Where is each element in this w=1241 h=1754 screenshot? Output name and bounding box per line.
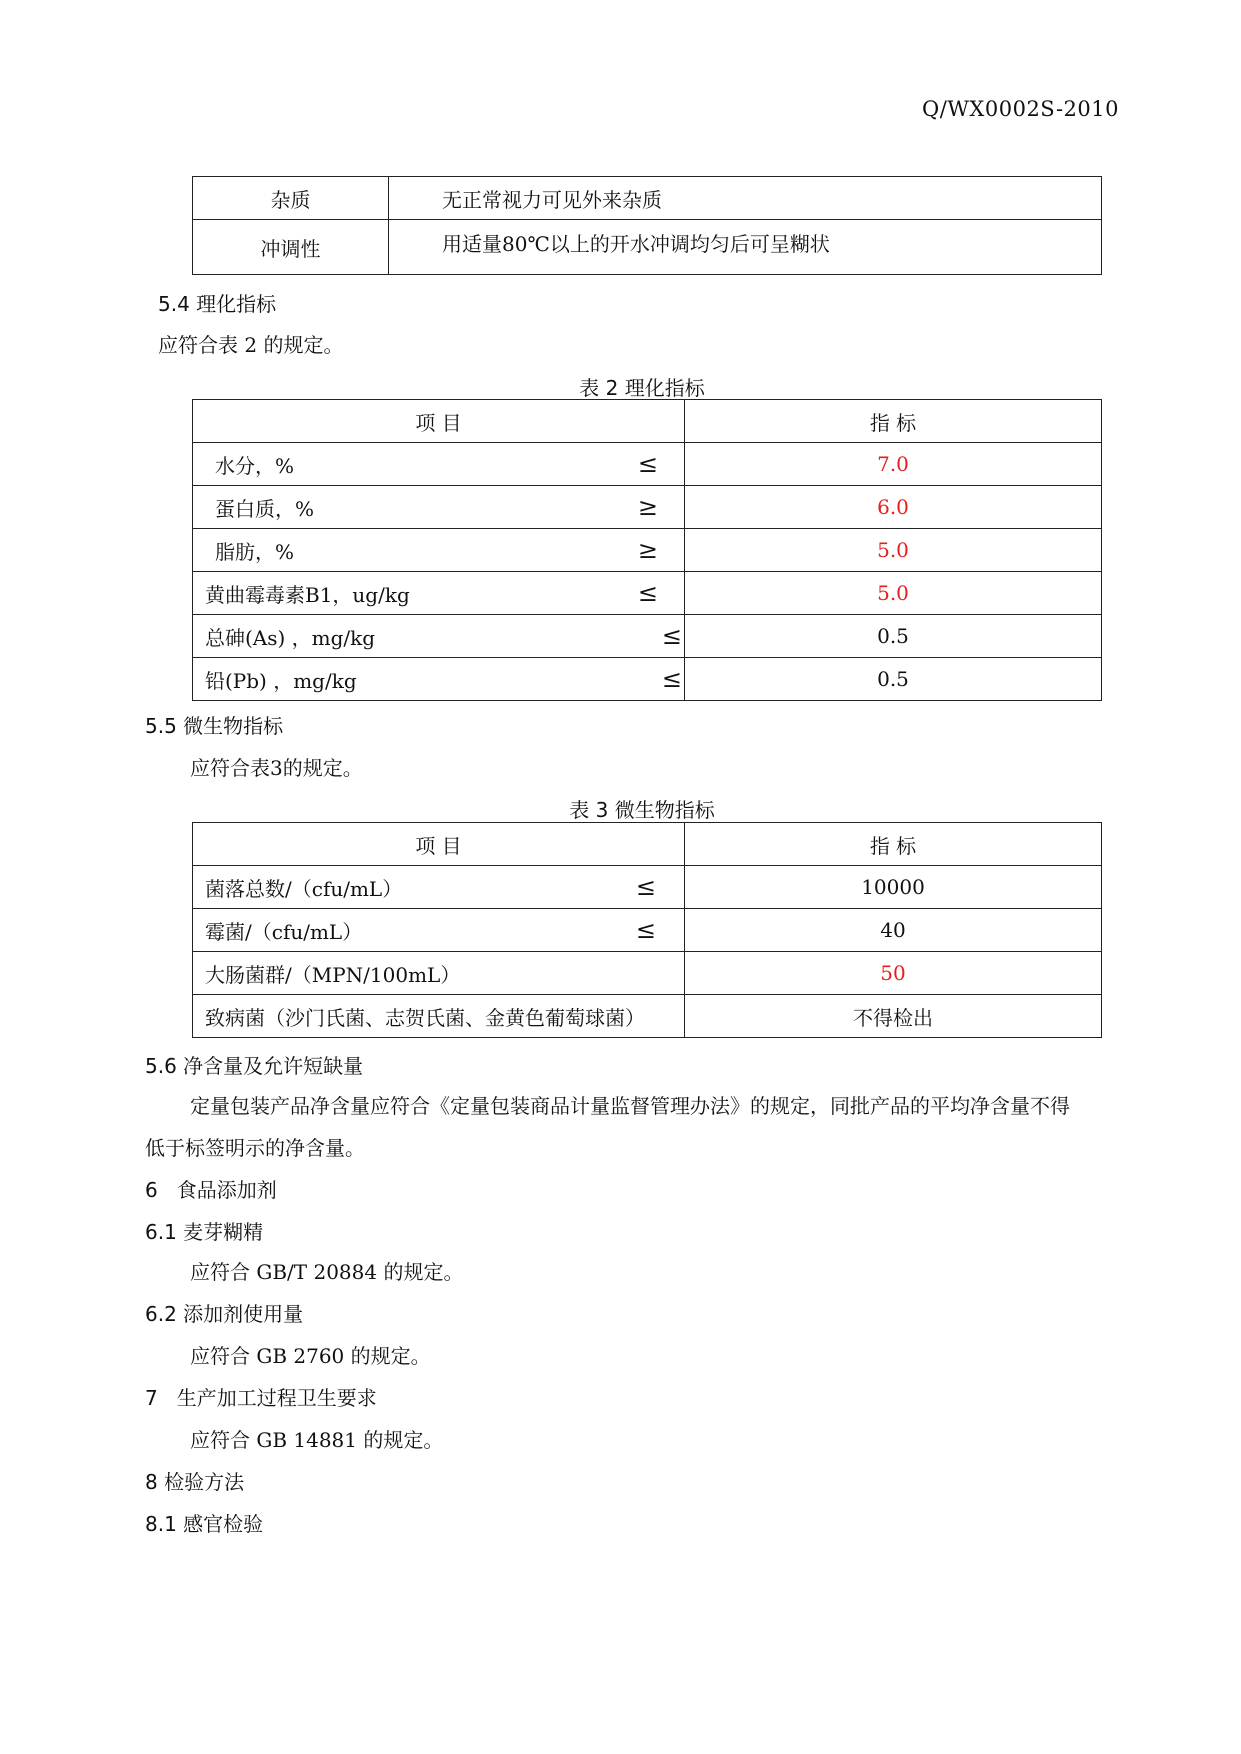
table-header-row — [193, 400, 1102, 443]
comparison-symbol: ≥ — [637, 536, 658, 564]
row-item: 铅(Pb) ，mg/kg — [205, 668, 357, 693]
row-value: 50 — [685, 952, 1102, 995]
table-row — [193, 995, 1102, 1038]
section-heading-6-2: 6.2 添加剂使用量 — [145, 1302, 304, 1326]
column-header-indicator: 指 标 — [685, 400, 1102, 443]
section-text-5-6-line2: 低于标签明示的净含量。 — [145, 1136, 365, 1160]
row-value: 0.5 — [685, 615, 1102, 658]
row-item: 大肠菌群/（MPN/100mL） — [205, 962, 461, 987]
comparison-symbol: ≤ — [661, 665, 682, 693]
column-header-indicator: 指 标 — [685, 823, 1102, 866]
table-header-row — [193, 823, 1102, 866]
section-heading-5-6: 5.6 净含量及允许短缺量 — [145, 1054, 364, 1078]
row-item: 水分，% — [215, 453, 295, 478]
table2-caption: 表 2 理化指标 — [579, 376, 705, 400]
table-row — [193, 529, 1102, 572]
row-item: 致病菌（沙门氏菌、志贺氏菌、金黄色葡萄球菌） — [205, 1005, 645, 1030]
section-heading-8-1: 8.1 感官检验 — [145, 1512, 264, 1536]
section-heading-7: 7 生产加工过程卫生要求 — [145, 1386, 377, 1410]
row-value: 40 — [685, 909, 1102, 952]
table-cell-item: 冲调性 — [193, 220, 389, 275]
row-value: 5.0 — [685, 572, 1102, 615]
comparison-symbol: ≤ — [661, 622, 682, 650]
microbiological-table — [192, 822, 1102, 1038]
section-text-5-6-line1: 定量包装产品净含量应符合《定量包装商品计量监督管理办法》的规定，同批产品的平均净含量不得 — [190, 1094, 1070, 1118]
row-value: 0.5 — [685, 658, 1102, 701]
physicochemical-table — [192, 399, 1102, 701]
comparison-symbol: ≤ — [637, 450, 658, 478]
comparison-symbol: ≥ — [637, 493, 658, 521]
table-row — [193, 615, 1102, 658]
section-heading-8: 8 检验方法 — [145, 1470, 245, 1494]
row-value: 6.0 — [685, 486, 1102, 529]
row-item: 脂肪，% — [215, 539, 295, 564]
row-value: 不得检出 — [685, 995, 1102, 1038]
table-row — [193, 866, 1102, 909]
row-value: 10000 — [685, 866, 1102, 909]
table-cell-value: 用适量80℃以上的开水冲调均匀后可呈糊状 — [389, 220, 1102, 275]
row-value: 5.0 — [685, 529, 1102, 572]
sensory-table — [192, 176, 1102, 275]
section-text-5-5: 应符合表3的规定。 — [190, 756, 363, 780]
comparison-symbol: ≤ — [637, 579, 658, 607]
row-item: 黄曲霉毒素B1，ug/kg — [205, 582, 410, 607]
table-row — [193, 658, 1102, 701]
section-heading-6: 6 食品添加剂 — [145, 1178, 277, 1202]
table-row — [193, 486, 1102, 529]
row-item: 菌落总数/（cfu/mL） — [205, 876, 403, 901]
section-text-6-1: 应符合 GB/T 20884 的规定。 — [190, 1260, 464, 1284]
section-heading-5-5: 5.5 微生物指标 — [145, 714, 284, 738]
row-item: 蛋白质，% — [215, 496, 315, 521]
table-row — [193, 220, 1102, 275]
table-cell-value: 无正常视力可见外来杂质 — [389, 177, 1102, 220]
table-row — [193, 443, 1102, 486]
table-row — [193, 572, 1102, 615]
section-heading-5-4: 5.4 理化指标 — [158, 292, 277, 316]
row-item: 总砷(As) ，mg/kg — [205, 625, 376, 650]
section-text-6-2: 应符合 GB 2760 的规定。 — [190, 1344, 431, 1368]
table-row — [193, 952, 1102, 995]
table-row — [193, 909, 1102, 952]
table-row — [193, 177, 1102, 220]
comparison-symbol: ≤ — [635, 916, 656, 944]
comparison-symbol: ≤ — [635, 873, 656, 901]
section-heading-6-1: 6.1 麦芽糊精 — [145, 1220, 264, 1244]
row-value: 7.0 — [685, 443, 1102, 486]
section-text-7: 应符合 GB 14881 的规定。 — [190, 1428, 444, 1452]
document-code: Q/WX0002S-2010 — [922, 97, 1119, 121]
section-text-5-4: 应符合表 2 的规定。 — [158, 333, 344, 357]
table3-caption: 表 3 微生物指标 — [569, 798, 715, 822]
row-item: 霉菌/（cfu/mL） — [205, 919, 363, 944]
column-header-item: 项 目 — [193, 400, 685, 443]
column-header-item: 项 目 — [193, 823, 685, 866]
table-cell-item: 杂质 — [193, 177, 389, 220]
